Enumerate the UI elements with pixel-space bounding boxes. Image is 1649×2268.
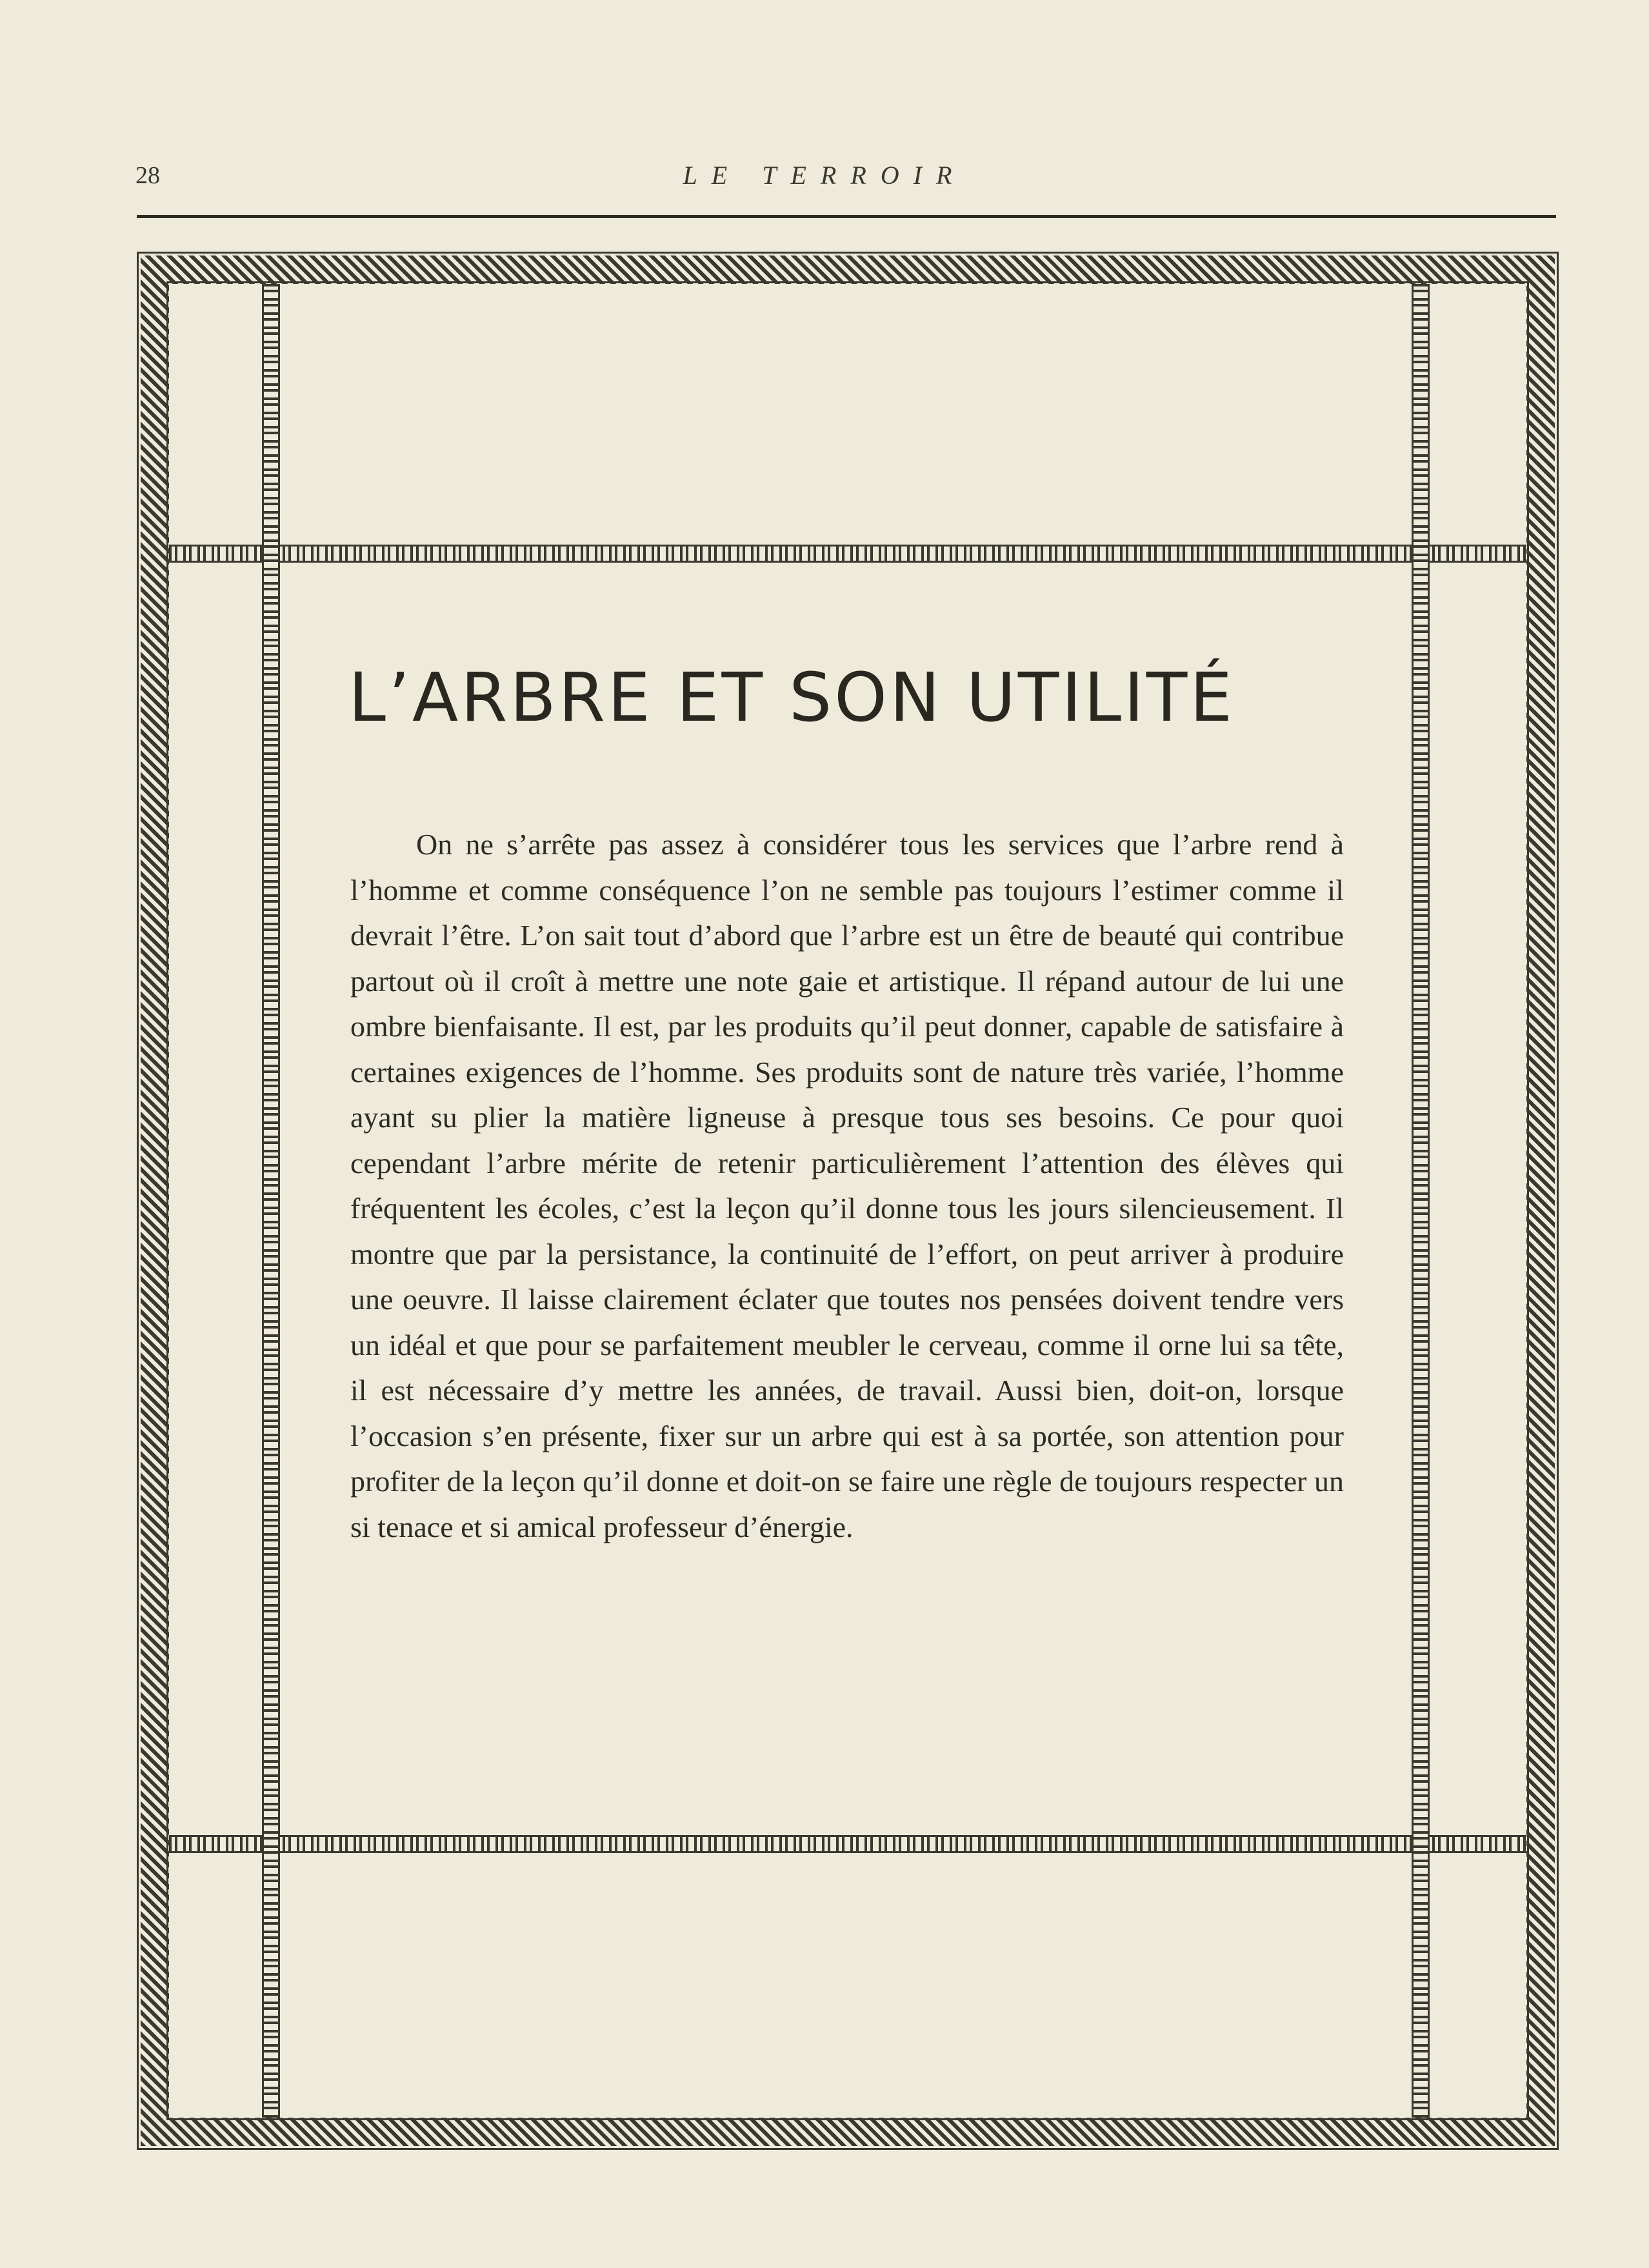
frame-strip-right — [1412, 284, 1430, 2118]
page-number: 28 — [135, 162, 160, 189]
article-paragraph: On ne s’arrête pas assez à considérer tous les services que l’arbre rend à l’homme et comme conséquence l’on ne semble pas toujours l’estimer comme il devrait l’être. L’on sait tout d’abord que l’arbre est un être de beauté qui contribue partout où il croît à mettre une note gaie et artistique. Il répand autour de lui une ombre bienfaisante. Il est, par les produits qu’il peut donner, capable de satisfaire à certaines exigences de l’homme. Ses produits sont de nature très variée, l’homme ayant su plier la matière ligneuse à presque tous ses besoins. Ce pour quoi cependant l’arbre mérite de retenir particulièrement l’attention des élèves qui fréquentent les écoles, c’est la leçon qu’il donne tous les jours silencieusement. Il montre que par la persistance, la continuité de l’effort, on peut arriver à produire une oeuvre. Il laisse clairement éclater que toutes nos pensées doivent tendre vers un idéal et que pour se parfaitement meubler le cerveau, comme il orne lui sa tête, il est nécessaire d’y mettre les années, de travail. Aussi bien, doit-on, lorsque l’occasion s’en présente, fixer sur un arbre qui est à sa portée, son attention pour profiter de la leçon qu’il donne et doit-on se faire une règle de toujours respecter un si tenace et si amical professeur d’énergie. — [350, 828, 1344, 1543]
header-rule — [137, 215, 1556, 218]
article-title: L’ARBRE ET SON UTILITÉ — [348, 658, 1235, 737]
running-head: LE TERROIR — [683, 161, 966, 190]
frame-strip-top — [169, 545, 1526, 563]
article-body — [350, 822, 1344, 1550]
frame-strip-bottom — [169, 1835, 1526, 1853]
frame-strip-left — [262, 284, 280, 2118]
